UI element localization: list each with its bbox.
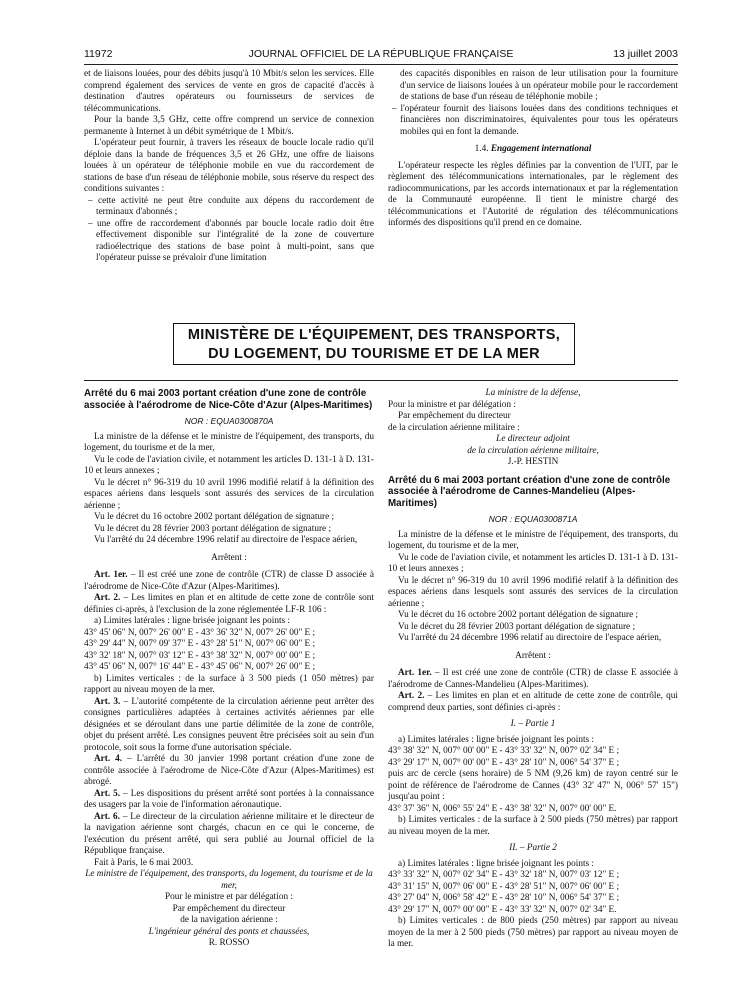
decree-nice-column bbox=[84, 388, 374, 950]
signatory-title: Le ministre de l'équipement, des transports, du logement, du tourisme et de la mer, bbox=[85, 869, 373, 891]
coordinates: 43° 33' 32" N, 007° 02' 34" E - 43° 32' 18" N, 007° 03' 12" E ; bbox=[388, 870, 620, 880]
coordinates: 43° 29' 17" N, 007° 00' 00" E - 43° 33' 32" N, 007° 02' 34" E. bbox=[388, 904, 617, 915]
signatory-line: Le directeur adjoint bbox=[496, 434, 570, 444]
paragraph: Vu le code de l'aviation civile, et notamment les articles D. 131-1 à D. 131-10 et leurs annexes ; bbox=[388, 552, 678, 574]
paragraph: Vu le décret du 28 février 2003 portant délégation de signature ; bbox=[398, 621, 636, 632]
signatory-title: La ministre de la défense, bbox=[485, 388, 581, 398]
top-left-column bbox=[84, 69, 374, 265]
signatory-line: Pour la ministre et par délégation : bbox=[388, 399, 516, 410]
signatory-line: de la navigation aérienne : bbox=[180, 915, 278, 925]
article-2: Art. 2. – Les limites en plan et en altitude de cette zone de contrôle sont définies ci-après, à l'exclusion de la zone réglementée LF-R 106 : bbox=[84, 593, 374, 615]
list-item: des capacités disponibles en raison de leur utilisation pour la fourniture d'un service de liaisons louées à un opérateur mobile pour le raccordement de stations de base d'un réseau de téléphonie mobile ; bbox=[400, 69, 678, 102]
paragraph: La ministre de la défense et le ministre de l'équipement, des transports, du logement, du tourisme et de la mer, bbox=[84, 431, 374, 453]
decree-title: Arrêté du 6 mai 2003 portant création d'une zone de contrôle associée à l'aérodrome de Nice-Côte d'Azur (Alpes-Maritimes) bbox=[84, 388, 373, 411]
issue-date: 13 juillet 2003 bbox=[613, 48, 678, 60]
coordinates: 43° 38' 32" N, 007° 00' 00" E - 43° 33' 32" N, 007° 02' 34" E ; bbox=[388, 746, 620, 756]
coordinates: 43° 45' 06" N, 007° 16' 44" E - 43° 45' 06" N, 007° 26' 00" E ; bbox=[84, 662, 316, 672]
article-5: Art. 5. – Les dispositions du présent arrêté sont portées à la connaissance des usagers par la voie de l'information aéronautique. bbox=[84, 788, 374, 810]
page-header bbox=[84, 48, 678, 62]
signatory-line: Par empêchement du directeur bbox=[172, 903, 286, 914]
coordinates: 43° 31' 15" N, 007° 06' 00" E - 43° 28' 51" N, 007° 06' 00" E ; bbox=[388, 881, 620, 892]
coordinates: 43° 27' 04" N, 006° 58' 42" E - 43° 28' 10" N, 006° 54' 37" E ; bbox=[388, 893, 620, 903]
ministry-heading-box bbox=[173, 323, 575, 365]
arretent: Arrêtent : bbox=[211, 552, 247, 563]
signatory-line: L'ingénieur général des ponts et chaussées, bbox=[148, 926, 310, 937]
paragraph: Vu l'arrêté du 24 décembre 1996 relatif au directoire de l'espace aérien, bbox=[94, 535, 358, 545]
paragraph: La ministre de la défense et le ministre de l'équipement, des transports, du logement, du tourisme et de la mer, bbox=[388, 529, 678, 551]
signatory-name: J.-P. HESTIN bbox=[507, 457, 559, 467]
signatory-line: de la circulation aérienne militaire, bbox=[467, 445, 599, 456]
signature-date: Fait à Paris, le 6 mai 2003. bbox=[94, 857, 194, 868]
paragraph: b) Limites verticales : de 800 pieds (250 mètres) par rapport au niveau moyen de la mer à 2 500 pieds (750 mètres) par rapport au niveau moyen de la mer. bbox=[388, 916, 678, 949]
coordinates: 43° 29' 44" N, 007° 09' 37" E - 43° 28' 51" N, 007° 06' 00" E ; bbox=[84, 639, 316, 649]
signatory-name: R. ROSSO bbox=[208, 938, 250, 948]
section-rule bbox=[84, 380, 678, 381]
paragraph: Vu le décret n° 96-319 du 10 avril 1996 modifié relatif à la définition des espaces aériens dans lesquels sont assurés des services de la circulation aérienne ; bbox=[388, 575, 678, 609]
paragraph: Vu le code de l'aviation civile, et notamment les articles D. 131-1 à D. 131-10 et leurs annexes ; bbox=[84, 454, 374, 476]
article-3: Art. 3. – L'autorité compétente de la circulation aérienne peut arrêter des consignes particulières adaptées à certaines activités aériennes par elle désignées et se déroulant dans une partie délimitée de la zone de contrôle, objet du présent arrêté. Les consignes peuvent être précisées soit au sein d'un protocole, soit sous la forme d'une autorisation spéciale. bbox=[84, 696, 374, 753]
paragraph: Pour la bande 3,5 GHz, cette offre comprend un service de connexion permanente à Internet à un débit symétrique de 1 Mbit/s. bbox=[84, 115, 374, 137]
decree-title: Arrêté du 6 mai 2003 portant création d'une zone de contrôle associée à l'aérodrome de Cannes-Mandelieu (Alpes-Maritimes) bbox=[388, 474, 671, 509]
part-heading: II. – Partie 2 bbox=[509, 843, 557, 853]
paragraph: Vu l'arrêté du 24 décembre 1996 relatif au directoire de l'espace aérien, bbox=[398, 633, 662, 643]
nor-reference: NOR : EQUA0300871A bbox=[488, 514, 578, 524]
ministry-line-2: DU LOGEMENT, DU TOURISME ET DE LA MER bbox=[208, 346, 540, 362]
paragraph: Vu le décret du 28 février 2003 portant délégation de signature ; bbox=[94, 523, 332, 534]
ministry-line-1: MINISTÈRE DE L'ÉQUIPEMENT, DES TRANSPORTS, bbox=[187, 327, 561, 343]
paragraph: b) Limites verticales : de la surface à 2 500 pieds (750 mètres) par rapport au niveau moyen de la mer. bbox=[388, 815, 678, 837]
top-right-column bbox=[388, 69, 678, 230]
article-4: Art. 4. – L'arrêté du 30 janvier 1998 portant création d'une zone de contrôle associée à l'aérodrome de Nice-Côte d'Azur (Alpes-Maritimes) est abrogé. bbox=[84, 754, 375, 787]
part-heading: I. – Partie 1 bbox=[510, 719, 556, 729]
paragraph: a) Limites latérales : ligne brisée joignant les points : bbox=[398, 734, 594, 745]
article-2: Art. 2. – Les limites en plan et en altitude de cette zone de contrôle, qui comprend deux parties, sont définies ci-après : bbox=[388, 691, 678, 713]
list-item: – une offre de raccordement d'abonnés par boucle locale radio doit être effectivement disponible sur l'intégralité de la zone de couverture radioélectrique des stations de base point à multi-point, sans que l'opérateur puisse se prévaloir d'une limitation bbox=[88, 218, 374, 263]
section-heading: 1.4. Engagement international bbox=[474, 144, 592, 154]
decree-cannes-column bbox=[388, 388, 678, 951]
nor-reference: NOR : EQUA0300870A bbox=[184, 416, 274, 426]
article-1: Art. 1er. – Il est créé une zone de contrôle (CTR) de classe E associée à l'aérodrome de Cannes-Mandelieu (Alpes-Maritimes). bbox=[388, 668, 679, 690]
list-item: – cette activité ne peut être conduite aux dépens du raccordement de terminaux d'abonnés ; bbox=[88, 195, 374, 217]
page-number: 11972 bbox=[84, 48, 113, 60]
paragraph: puis arc de cercle (sens horaire) de 5 NM (9,26 km) de rayon centré sur le point de référence de l'aérodrome de Cannes (43° 32' 47" N, 006° 57' 15") jusqu'au point : bbox=[388, 769, 678, 802]
paragraph: L'opérateur peut fournir, à travers les réseaux de boucle locale radio qu'il déploie dans la bande de fréquences 3,5 et 26 GHz, une offre de liaisons louées à un opérateur de téléphonie mobile en vue du raccordement de stations de base d'un réseau de téléphonie mobile, sous réserve du respect des conditions suivantes : bbox=[84, 138, 374, 194]
paragraph: et de liaisons louées, pour des débits jusqu'à 10 Mbit/s selon les services. Elle comprend également des services de vente en gros de capacité d'accès à destination d'autres opérateurs ou fournisseurs de services de télécommunications. bbox=[84, 69, 374, 114]
header-rule bbox=[84, 64, 678, 65]
paragraph: Vu le décret du 16 octobre 2002 portant délégation de signature ; bbox=[398, 610, 639, 620]
arretent: Arrêtent : bbox=[515, 650, 551, 661]
paragraph: Vu le décret n° 96-319 du 10 avril 1996 modifié relatif à la définition des espaces aériens dans lesquels sont assurés des services de la circulation aérienne ; bbox=[84, 477, 374, 511]
signatory-line: Pour le ministre et par délégation : bbox=[165, 892, 293, 902]
coordinates: 43° 37' 36" N, 006° 55' 24" E - 43° 38' 32" N, 007° 00' 00" E. bbox=[388, 803, 617, 814]
paragraph: a) Limites latérales : ligne brisée joignant les points : bbox=[398, 858, 594, 869]
signatory-line: de la circulation aérienne militaire : bbox=[388, 422, 520, 433]
paragraph: Vu le décret du 16 octobre 2002 portant délégation de signature ; bbox=[94, 512, 335, 522]
journal-title: JOURNAL OFFICIEL DE LA RÉPUBLIQUE FRANÇAISE bbox=[248, 48, 514, 60]
paragraph: b) Limites verticales : de la surface à 3 500 pieds (1 050 mètres) par rapport au niveau moyen de la mer. bbox=[84, 673, 374, 695]
paragraph: a) Limites latérales : ligne brisée joignant les points : bbox=[94, 616, 290, 626]
list-item: – l'opérateur fournit des liaisons louées dans des conditions techniques et financières non discriminatoires, équivalentes pour tous les opérateurs mobiles qui en font la demande. bbox=[392, 103, 678, 137]
coordinates: 43° 32' 18" N, 007° 03' 12" E - 43° 38' 32" N, 007° 00' 00" E ; bbox=[84, 650, 316, 661]
coordinates: 43° 29' 17" N, 007° 00' 00" E - 43° 28' 10" N, 006° 54' 37" E ; bbox=[388, 757, 620, 768]
paragraph: L'opérateur respecte les règles définies par la convention de l'UIT, par le règlement des télécommunications internationales, par le règlement des radiocommunications, par les accords internationaux et par la réglementation de la Communauté européenne. Il tient le ministre chargé des télécommunications et l'Autorité de régulation des télécommunications informés des dispositions qu'il prend en ce domaine. bbox=[388, 160, 678, 228]
article-1: Art. 1er. – Il est créé une zone de contrôle (CTR) de classe D associée à l'aérodrome de Nice-Côte d'Azur (Alpes-Maritimes). bbox=[84, 570, 374, 592]
article-6: Art. 6. – Le directeur de la circulation aérienne militaire et le directeur de la navigation aérienne sont chargés, chacun en ce qui le concerne, de l'exécution du présent arrêté, qui sera publié au Journal officiel de la République française. bbox=[84, 811, 374, 856]
signatory-line: Par empêchement du directeur bbox=[398, 411, 511, 421]
coordinates: 43° 45' 06" N, 007° 26' 00" E - 43° 36' 32" N, 007° 26' 00" E ; bbox=[84, 627, 316, 638]
